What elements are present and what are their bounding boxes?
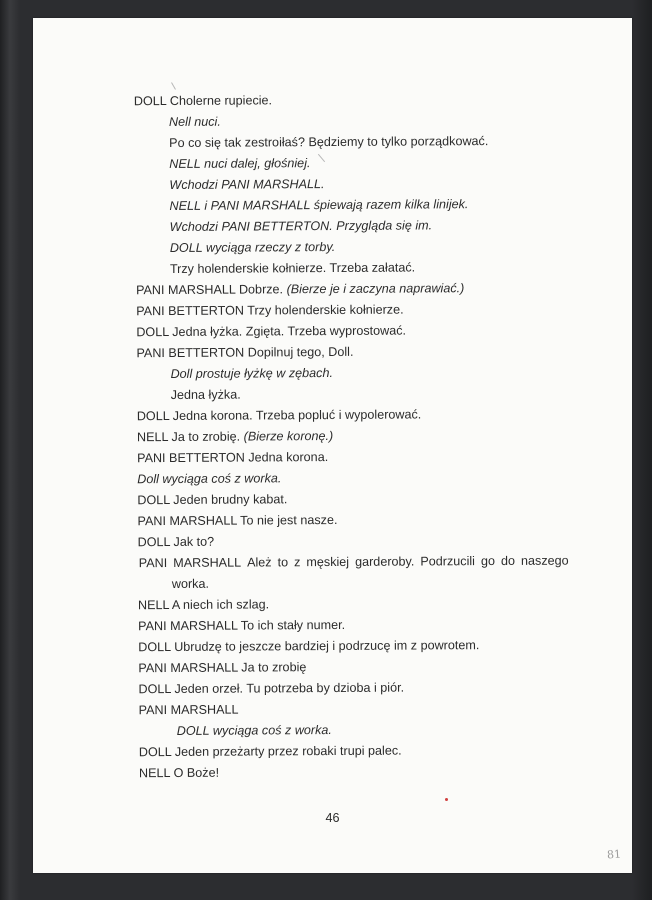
dialogue: Jedna łyżka.: [170, 387, 241, 402]
speaker: PANI BETTERTON: [136, 303, 244, 319]
script-line: [137, 406, 422, 424]
stage-direction: [170, 217, 433, 235]
script-text: [30, 16, 634, 875]
speaker: NELL: [138, 765, 171, 781]
justified-script-line: [139, 553, 569, 572]
dialogue: Jedna korona. Trzeba popluć i wypolerować.: [172, 407, 422, 423]
script-line: [134, 92, 272, 109]
speaker: PANI MARSHALL: [138, 660, 238, 676]
dialogue: Jedna korona.: [248, 450, 329, 465]
stage-direction: [137, 470, 281, 487]
word: MARSHALL: [173, 555, 242, 570]
word: to: [277, 555, 289, 570]
dialogue: To ich stały numer.: [240, 617, 346, 633]
dialogue: worka.: [171, 576, 209, 591]
stage-direction-text: Wchodzi PANI MARSHALL.: [169, 177, 325, 192]
word: z: [294, 555, 301, 570]
speaker: PANI MARSHALL: [136, 282, 236, 298]
speaker: DOLL: [137, 492, 170, 508]
script-line: [137, 512, 337, 529]
dialogue: Jedna łyżka. Zgięta. Trzeba wyprostować.: [172, 323, 407, 339]
dialogue: Cholerne rupiecie.: [169, 93, 273, 108]
speaker: DOLL: [136, 324, 169, 340]
stage-direction-text: Doll prostuje łyżkę w zębach.: [170, 365, 333, 381]
stage-direction-text: Doll wyciąga coś z worka.: [137, 471, 282, 487]
dialogue: Dopilnuj tego, Doll.: [247, 344, 354, 360]
speaker: DOLL: [138, 639, 171, 655]
stage-direction: [169, 114, 221, 130]
red-ink-dot: [445, 798, 448, 801]
script-line: [138, 534, 215, 550]
script-line: [136, 302, 403, 320]
speaker: PANI MARSHALL: [137, 513, 237, 529]
speaker: PANI BETTERTON: [137, 450, 245, 466]
aside: (Bierze koronę.): [243, 428, 334, 444]
dialogue: Jak to?: [173, 534, 215, 549]
script-line: [138, 617, 345, 634]
script-line: [138, 659, 306, 676]
dialogue: Po co się tak zestroiłaś? Będziemy to tylko porządkować.: [169, 134, 489, 150]
word: do: [500, 553, 516, 568]
dialogue: To nie jest nasze.: [240, 512, 338, 528]
dialogue: Jeden orzeł. Tu potrzeba by dzioba i piór.: [174, 680, 405, 696]
stage-direction: [169, 196, 468, 214]
speaker: DOLL: [133, 94, 167, 109]
dialogue: Jeden brudny kabat.: [173, 492, 288, 507]
stage-direction-text: DOLL wyciąga coś z worka.: [176, 723, 332, 738]
speaker: DOLL: [136, 408, 170, 424]
script-line: [138, 637, 479, 655]
word: Podrzucili: [420, 554, 476, 569]
stage-direction: [177, 722, 332, 739]
speaker: PANI MARSHALL: [138, 702, 239, 718]
stage-direction-text: Wchodzi PANI BETTERTON. Przygląda się im.: [169, 218, 433, 234]
document-page: [33, 18, 632, 873]
script-line: [136, 280, 464, 298]
dialogue: Ja to zrobię: [241, 660, 307, 675]
stage-direction-text: NELL nuci dalej, głośniej.: [169, 156, 311, 171]
dialogue: Ubrudzę to jeszcze bardziej i podrzucę im z powrotem.: [174, 638, 480, 654]
stage-direction: [169, 176, 324, 193]
script-line: [170, 259, 415, 276]
speaker: DOLL: [137, 534, 171, 550]
dialogue: Trzy holenderskie kołnierze. Trzeba załatać.: [169, 260, 416, 276]
stage-direction: [169, 155, 310, 172]
script-line: [171, 387, 241, 403]
script-line: [139, 743, 402, 761]
word: go: [480, 554, 496, 569]
script-line: [172, 576, 209, 592]
script-line: [138, 596, 269, 613]
dialogue: Dobrze.: [238, 282, 284, 297]
word: PANI: [138, 556, 168, 571]
speaker: DOLL: [138, 744, 172, 760]
dialogue: Jeden przeżarty przez robaki trupi palec.: [174, 743, 402, 759]
script-line: [136, 344, 353, 361]
script-line: [139, 702, 239, 719]
stage-direction-text: Nell nuci.: [168, 114, 221, 129]
stage-direction: [170, 239, 336, 256]
dialogue: Ja to zrobię.: [171, 429, 241, 444]
aside: (Bierze je i zaczyna naprawiać.): [286, 281, 465, 297]
dialogue: O Boże!: [173, 765, 220, 780]
stage-direction: [171, 365, 333, 382]
word: naszego: [520, 553, 569, 568]
stage-direction-text: NELL i PANI MARSHALL śpiewają razem kilka linijek.: [169, 197, 469, 213]
dialogue: Trzy holenderskie kołnierze.: [247, 302, 404, 318]
speaker: NELL: [137, 598, 170, 613]
stage-direction-text: DOLL wyciąga rzeczy z torby.: [169, 239, 336, 255]
word: Ależ: [247, 555, 272, 570]
speaker: NELL: [136, 430, 169, 445]
speaker: DOLL: [138, 681, 171, 697]
script-line: [137, 449, 328, 466]
dialogue: A niech ich szlag.: [171, 597, 270, 612]
script-line: [136, 323, 406, 341]
script-line: [169, 133, 488, 151]
script-line: [138, 680, 404, 698]
speaker: PANI MARSHALL: [138, 618, 238, 634]
script-line: [137, 428, 333, 445]
speaker: PANI BETTERTON: [136, 345, 245, 361]
word: męskiej: [306, 554, 350, 570]
word: garderoby.: [355, 554, 415, 569]
script-line: [139, 765, 219, 781]
page-number: 46: [325, 811, 340, 825]
pencil-annotation: 81: [606, 847, 622, 862]
script-line: [137, 491, 287, 508]
